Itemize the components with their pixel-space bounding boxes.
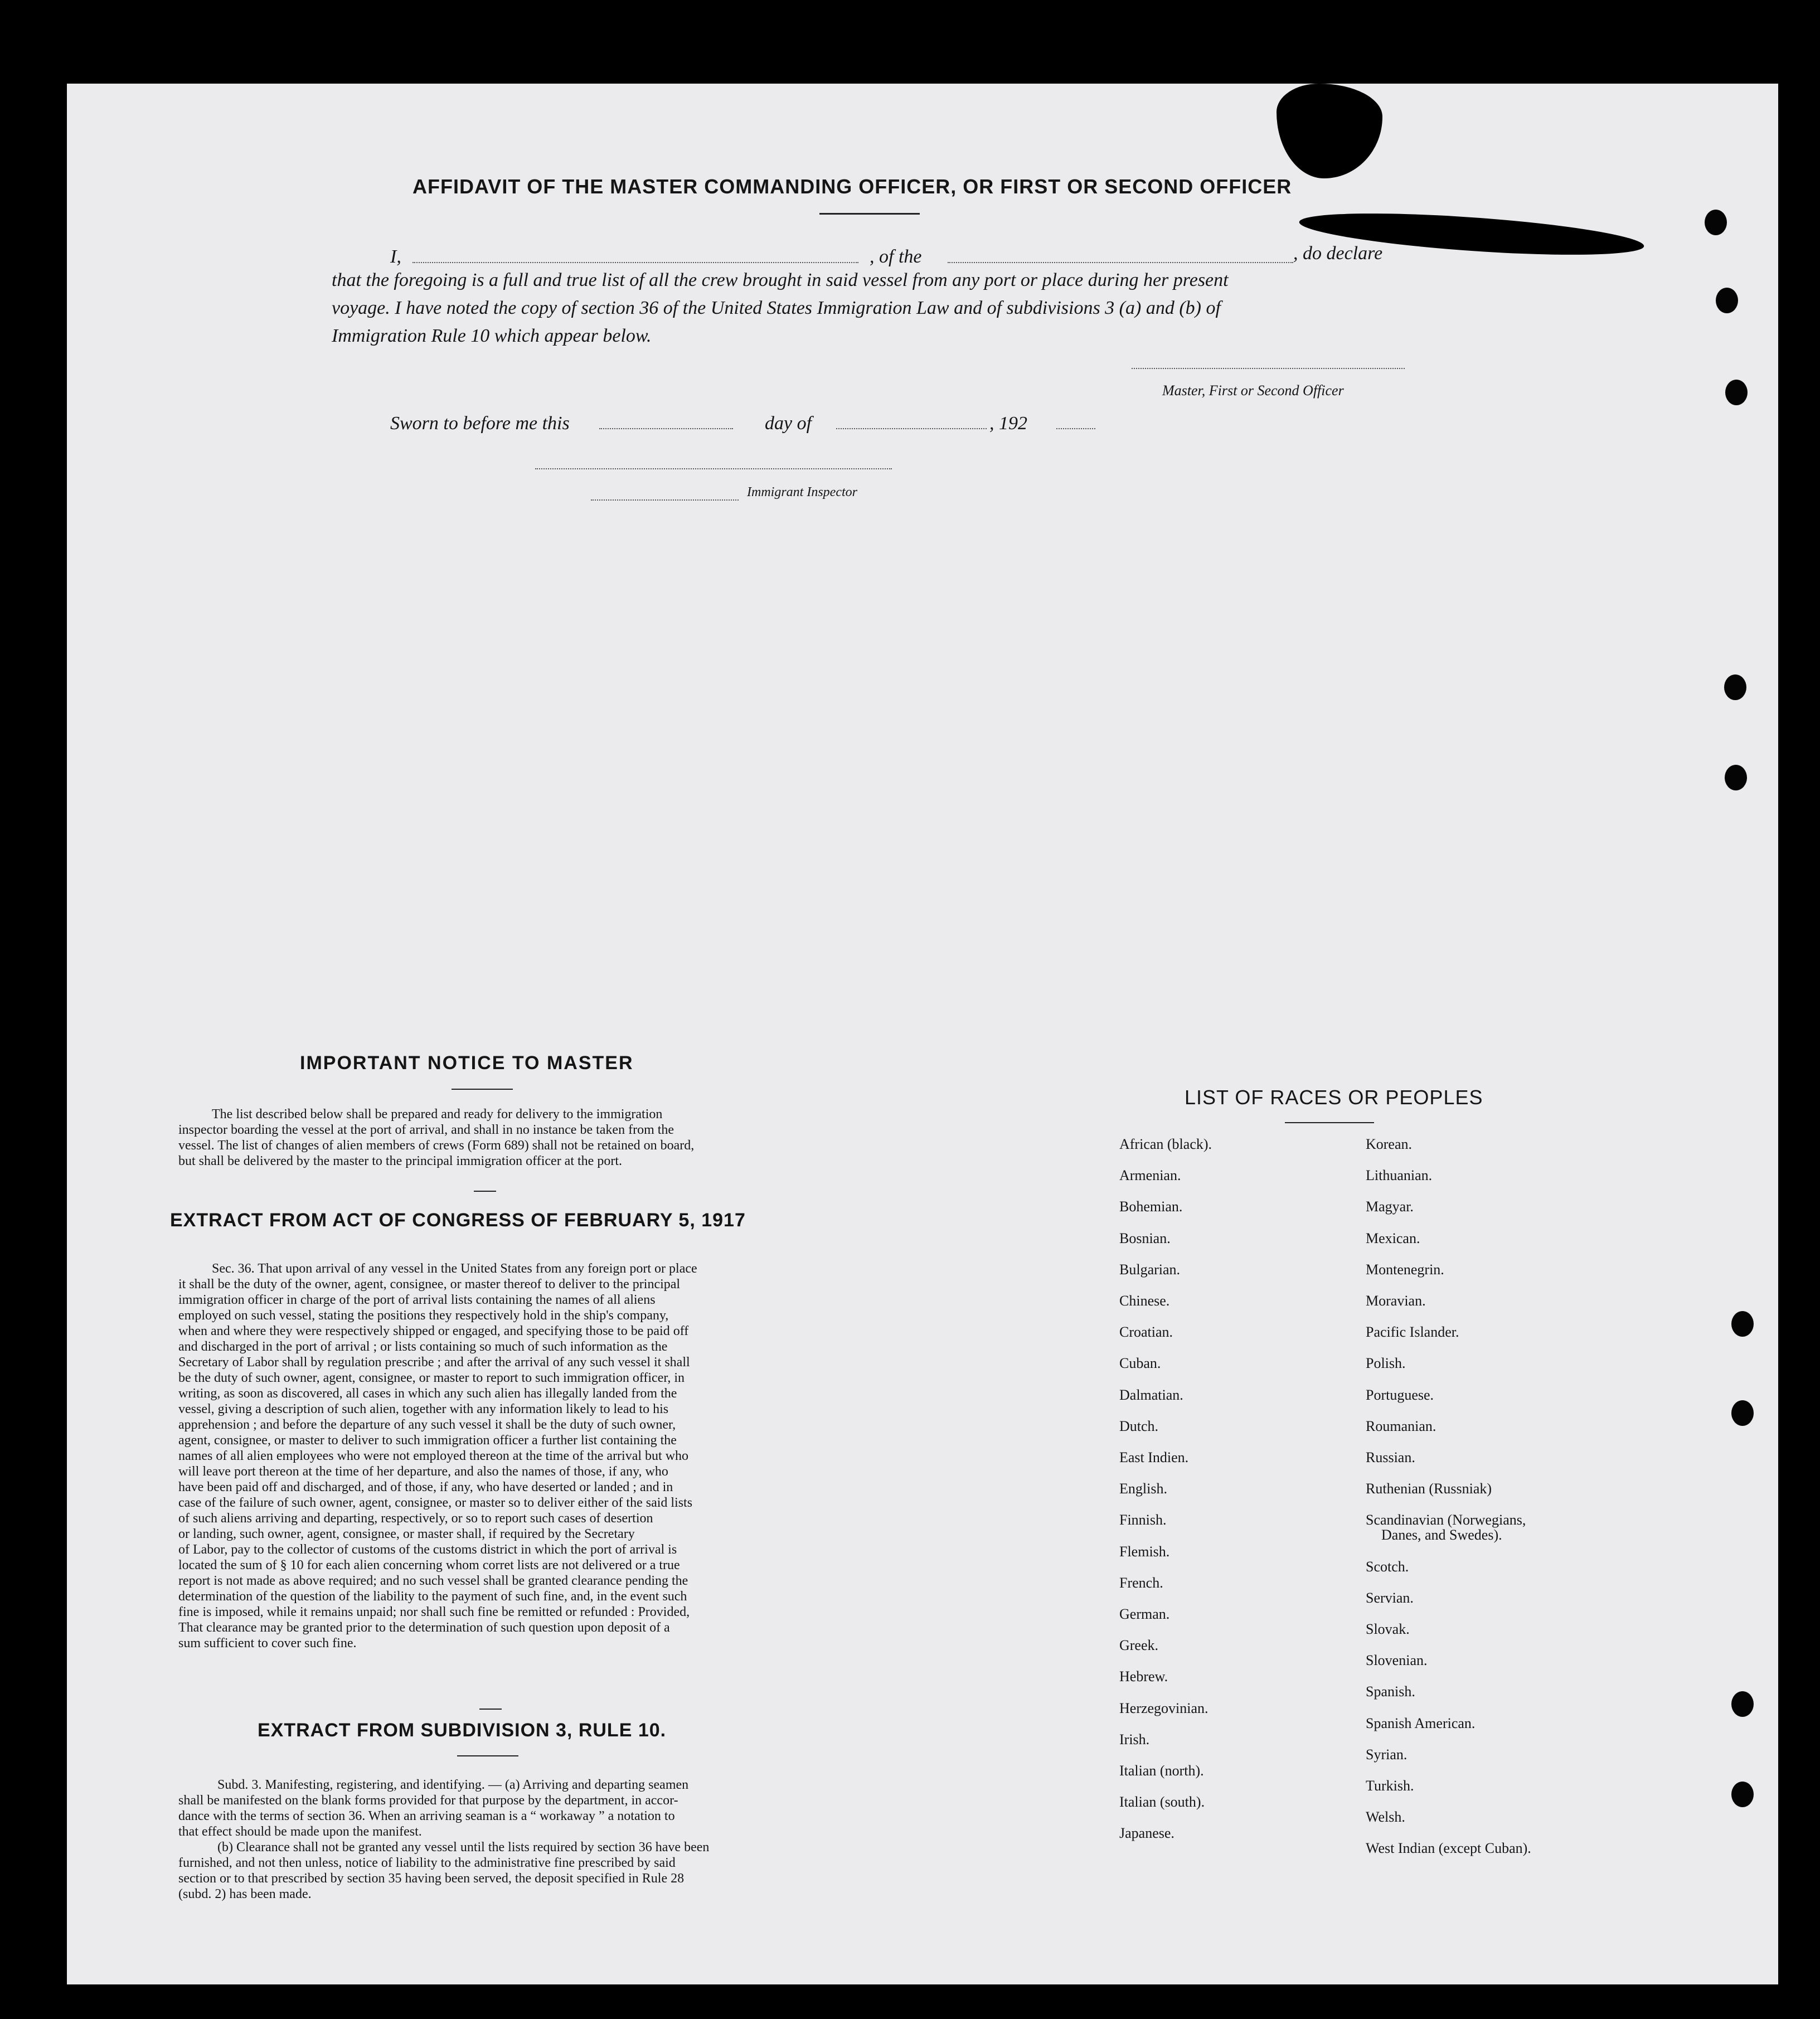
rule-line: shall be manifested on the blank forms provided for that purpose by the department, in accor- bbox=[178, 1793, 678, 1808]
race-item: Slovenian. bbox=[1366, 1652, 1428, 1668]
act-line: when and where they were respectively shipped or engaged, and specifying those to be paid off bbox=[178, 1324, 689, 1338]
race-item: Spanish American. bbox=[1366, 1715, 1476, 1731]
act-title: EXTRACT FROM ACT OF CONGRESS OF FEBRUARY 5, 1917 bbox=[170, 1210, 746, 1231]
act-line: Secretary of Labor shall by regulation prescribe ; and after the arrival of any such vessel it shall bbox=[178, 1355, 690, 1370]
rule-line: dance with the terms of section 36. When an arriving seaman is a “ workaway ” a notation to bbox=[178, 1809, 675, 1823]
race-item: Herzegovinian. bbox=[1119, 1700, 1209, 1716]
race-item: Croatian. bbox=[1119, 1324, 1173, 1340]
race-item: Bosnian. bbox=[1119, 1230, 1171, 1246]
race-item: Polish. bbox=[1366, 1355, 1406, 1371]
year-blank bbox=[1056, 428, 1095, 429]
act-line: and discharged in the port of arrival ; or lists containing so much of such information as the bbox=[178, 1339, 668, 1354]
race-item: Welsh. bbox=[1366, 1809, 1405, 1825]
affidavit-i: I, bbox=[390, 246, 401, 267]
race-item: Irish. bbox=[1119, 1731, 1150, 1748]
race-item: German. bbox=[1119, 1606, 1170, 1622]
rule-title: EXTRACT FROM SUBDIVISION 3, RULE 10. bbox=[258, 1720, 667, 1741]
race-item: West Indian (except Cuban). bbox=[1366, 1840, 1531, 1856]
race-item: Russian. bbox=[1366, 1449, 1415, 1465]
notice-divider bbox=[474, 1191, 496, 1192]
punch-hole bbox=[1716, 288, 1738, 313]
affidavit-line-4: Immigration Rule 10 which appear below. bbox=[332, 326, 652, 346]
document-page bbox=[67, 84, 1778, 1984]
race-item: Flemish. bbox=[1119, 1544, 1170, 1560]
inspector-signature-line bbox=[535, 468, 892, 469]
race-item: East Indien. bbox=[1119, 1449, 1189, 1465]
race-item: Pacific Islander. bbox=[1366, 1324, 1459, 1340]
race-item: Magyar. bbox=[1366, 1198, 1414, 1215]
notice-line: vessel. The list of changes of alien members of crews (Form 689) shall not be retained on board, bbox=[178, 1138, 695, 1153]
act-line: of Labor, pay to the collector of customs of the customs district in which the port of arrival is bbox=[178, 1542, 677, 1557]
punch-hole bbox=[1705, 210, 1727, 235]
act-paragraph bbox=[178, 1261, 828, 1651]
act-line: report is not made as above required; and no such vessel shall be granted clearance pending the bbox=[178, 1574, 688, 1588]
act-line: employed on such vessel, stating the positions they respectively hold in the ship's company, bbox=[178, 1308, 669, 1323]
punch-hole bbox=[1725, 765, 1747, 790]
rule-line: (subd. 2) has been made. bbox=[178, 1887, 312, 1901]
act-line: it shall be the duty of the owner, agent, consignee, or master thereof to deliver to the principal bbox=[178, 1277, 681, 1292]
punch-hole bbox=[1731, 1311, 1754, 1337]
notice-underline bbox=[452, 1089, 513, 1090]
punch-hole bbox=[1731, 1400, 1754, 1426]
race-item: English. bbox=[1119, 1481, 1167, 1497]
races-title: LIST OF RACES OR PEOPLES bbox=[1185, 1086, 1483, 1109]
act-line: sum sufficient to cover such fine. bbox=[178, 1636, 357, 1651]
act-line: have been paid off and discharged, and of those, if any, who have deserted or landed ; and in bbox=[178, 1480, 673, 1494]
race-item: Ruthenian (Russniak) bbox=[1366, 1481, 1492, 1497]
punch-hole bbox=[1731, 1691, 1754, 1717]
act-line: be the duty of such owner, agent, consignee, or master to report to such immigration officer, in bbox=[178, 1371, 685, 1385]
affidavit-do-declare: , do declare bbox=[1293, 243, 1383, 264]
rule-line: section or to that prescribed by section 35 having been served, the deposit specified in Rule 28 bbox=[178, 1871, 685, 1886]
race-item: Korean. bbox=[1366, 1136, 1413, 1152]
race-item: Syrian. bbox=[1366, 1746, 1408, 1763]
punch-hole bbox=[1731, 1782, 1754, 1807]
race-item: Dutch. bbox=[1119, 1418, 1159, 1434]
day-blank bbox=[599, 428, 733, 429]
race-item: Hebrew. bbox=[1119, 1668, 1168, 1685]
race-item: Lithuanian. bbox=[1366, 1167, 1433, 1183]
rule-paragraph bbox=[178, 1777, 828, 1902]
race-item: Mexican. bbox=[1366, 1230, 1420, 1246]
act-line: located the sum of § 10 for each alien concerning whom corret lists are not delivered or a true bbox=[178, 1558, 680, 1573]
race-item: Armenian. bbox=[1119, 1167, 1181, 1183]
act-line: That clearance may be granted prior to the determination of such question upon deposit of a bbox=[178, 1620, 670, 1635]
act-line: case of the failure of such owner, agent, consignee, or master so to deliver either of the said lists bbox=[178, 1496, 693, 1510]
rule-line: (b) Clearance shall not be granted any vessel until the lists required by section 36 have been bbox=[217, 1840, 710, 1855]
race-item: Turkish. bbox=[1366, 1778, 1414, 1794]
race-item: Scandinavian (Norwegians, bbox=[1366, 1512, 1526, 1528]
punch-hole bbox=[1725, 380, 1748, 405]
act-line: Sec. 36. That upon arrival of any vessel in the United States from any foreign port or place bbox=[212, 1261, 697, 1276]
signature-line bbox=[1132, 368, 1405, 369]
act-line: agent, consignee, or master to deliver to such immigration officer a further list containing the bbox=[178, 1433, 677, 1448]
race-item: Greek. bbox=[1119, 1637, 1159, 1653]
race-item: Portuguese. bbox=[1366, 1387, 1434, 1403]
act-line: apprehension ; and before the departure of any such vessel it shall be the duty of such owner, bbox=[178, 1418, 676, 1432]
notice-line: but shall be delivered by the master to the principal immigration officer at the port. bbox=[178, 1154, 622, 1168]
race-item: Chinese. bbox=[1119, 1293, 1170, 1309]
act-line: will leave port thereon at the time of her departure, and also the names of those, if any, who bbox=[178, 1464, 668, 1479]
race-item: Moravian. bbox=[1366, 1293, 1426, 1309]
signature-label: Master, First or Second Officer bbox=[1162, 382, 1344, 399]
race-item: Slovak. bbox=[1366, 1621, 1410, 1637]
race-item: Japanese. bbox=[1119, 1825, 1174, 1841]
act-line: or landing, such owner, agent, consignee, or master shall, if required by the Secretary bbox=[178, 1527, 635, 1541]
race-item: Italian (south). bbox=[1119, 1794, 1205, 1810]
race-item: Italian (north). bbox=[1119, 1763, 1204, 1779]
race-item: Servian. bbox=[1366, 1590, 1414, 1606]
sworn-text: Sworn to before me this bbox=[390, 413, 570, 434]
race-item: Cuban. bbox=[1119, 1355, 1161, 1371]
affidavit-title: AFFIDAVIT OF THE MASTER COMMANDING OFFICER, OR FIRST OR SECOND OFFICER bbox=[412, 175, 1292, 198]
race-item: French. bbox=[1119, 1575, 1163, 1591]
races-underline bbox=[1285, 1122, 1374, 1123]
name-blank bbox=[412, 262, 858, 263]
affidavit-of-the: , of the bbox=[870, 246, 922, 267]
year-prefix: , 192 bbox=[989, 413, 1027, 434]
act-line: determination of the question of the liability to the payment of such fine, and, in the event such bbox=[178, 1589, 687, 1604]
notice-line: inspector boarding the vessel at the port of arrival, and shall in no instance be taken from the bbox=[178, 1123, 674, 1137]
act-line: of such aliens arriving and departing, respectively, or so to report such cases of desertion bbox=[178, 1511, 653, 1526]
notice-line: The list described below shall be prepared and ready for delivery to the immigration bbox=[212, 1107, 663, 1122]
day-of: day of bbox=[765, 413, 812, 434]
act-line: fine is imposed, while it remains unpaid; nor shall such fine be remitted or refunded : Provided, bbox=[178, 1605, 690, 1619]
race-item: Dalmatian. bbox=[1119, 1387, 1183, 1403]
race-item: Bulgarian. bbox=[1119, 1261, 1181, 1278]
race-item: Montenegrin. bbox=[1366, 1261, 1444, 1278]
rule-line: that effect should be made upon the manifest. bbox=[178, 1824, 422, 1839]
race-item: Danes, and Swedes). bbox=[1381, 1527, 1502, 1543]
race-item: Roumanian. bbox=[1366, 1418, 1436, 1434]
title-underline bbox=[819, 213, 920, 215]
act-line: writing, as soon as discovered, all cases in which any such alien has illegally landed from the bbox=[178, 1386, 677, 1401]
punch-hole bbox=[1724, 674, 1746, 700]
affidavit-line-2: that the foregoing is a full and true list of all the crew brought in said vessel from any port or place during her present bbox=[332, 270, 1229, 290]
act-divider bbox=[479, 1709, 502, 1710]
act-line: names of all alien employees who were not employed thereon at the time of the arrival but who bbox=[178, 1449, 689, 1463]
affidavit-line-3: voyage. I have noted the copy of section 36 of the United States Immigration Law and of subdivisions 3 (a) and (b) of bbox=[332, 298, 1221, 318]
month-blank bbox=[836, 428, 987, 429]
rule-line: Subd. 3. Manifesting, registering, and identifying. — (a) Arriving and departing seamen bbox=[217, 1778, 689, 1792]
act-line: vessel, giving a description of such alien, together with any information likely to lead to his bbox=[178, 1402, 669, 1416]
vessel-blank bbox=[948, 262, 1293, 263]
race-item: Bohemian. bbox=[1119, 1198, 1183, 1215]
rule-underline bbox=[457, 1755, 518, 1756]
race-item: Scotch. bbox=[1366, 1559, 1409, 1575]
race-item: African (black). bbox=[1119, 1136, 1212, 1152]
notice-title: IMPORTANT NOTICE TO MASTER bbox=[300, 1052, 634, 1074]
act-line: immigration officer in charge of the port of arrival lists containing the names of all aliens bbox=[178, 1293, 656, 1307]
notice-paragraph bbox=[178, 1106, 825, 1169]
rule-line: furnished, and not then unless, notice of liability to the administrative fine prescribed by said bbox=[178, 1856, 676, 1870]
inspector-label: Immigrant Inspector bbox=[747, 485, 857, 499]
inspector-date-line bbox=[591, 499, 739, 501]
race-item: Spanish. bbox=[1366, 1683, 1415, 1700]
race-item: Finnish. bbox=[1119, 1512, 1167, 1528]
